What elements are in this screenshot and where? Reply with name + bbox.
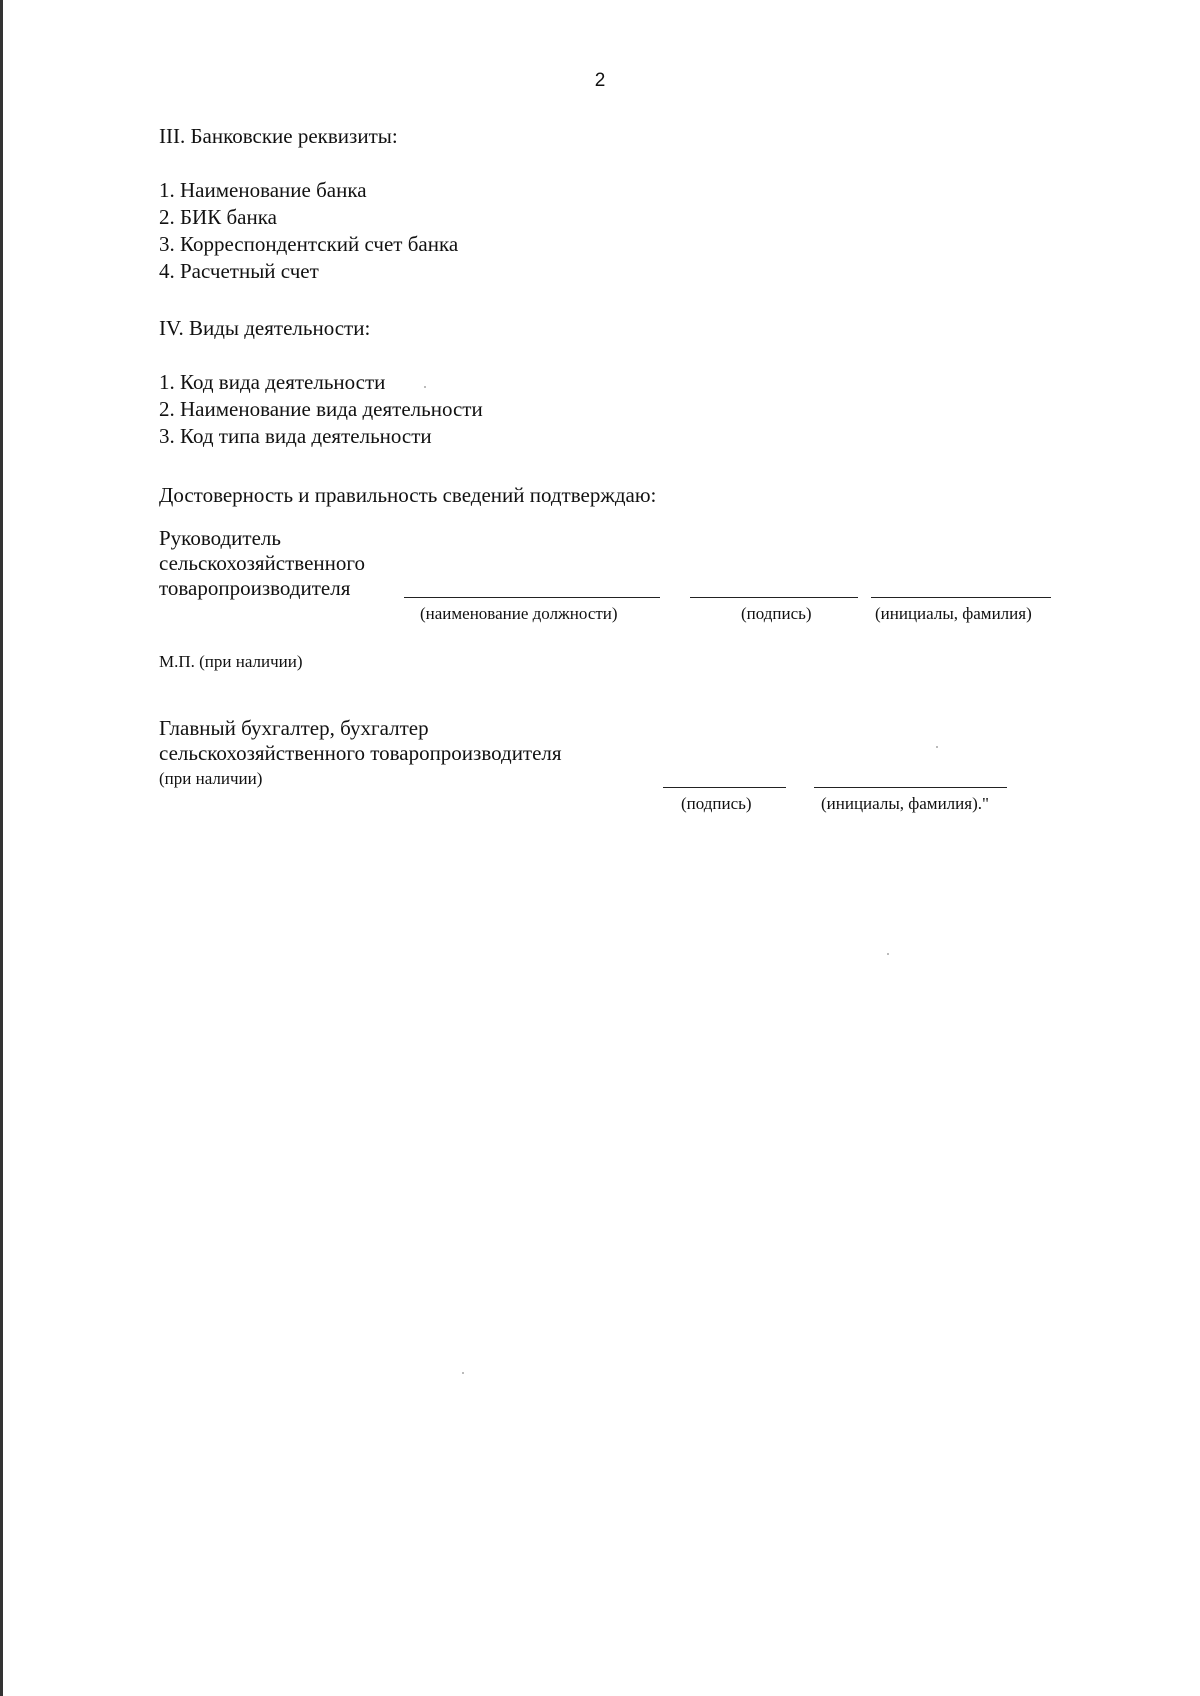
- section3-item-4: 4. Расчетный счет: [159, 259, 319, 283]
- section4-heading: IV. Виды деятельности:: [159, 316, 371, 340]
- section3-item-3: 3. Корреспондентский счет банка: [159, 232, 459, 256]
- name-line: [871, 597, 1051, 598]
- position-line: [404, 597, 660, 598]
- accountant-title-line-2: сельскохозяйственного товаропроизводителя: [159, 741, 562, 765]
- position-caption: (наименование должности): [420, 604, 618, 623]
- scan-speck: [462, 1372, 464, 1374]
- scan-edge: [0, 0, 3, 1696]
- scan-speck: [424, 386, 426, 388]
- accountant-signature-line: [663, 787, 786, 788]
- section4-item-3: 3. Код типа вида деятельности: [159, 424, 432, 448]
- section3-item-2: 2. БИК банка: [159, 205, 277, 229]
- page-number: 2: [594, 70, 606, 91]
- head-title-line-3: товаропроизводителя: [159, 576, 351, 600]
- accountant-name-line: [814, 787, 1007, 788]
- accountant-title-line-1: Главный бухгалтер, бухгалтер: [159, 716, 429, 740]
- signature-caption: (подпись): [741, 604, 812, 623]
- confirmation-text: Достоверность и правильность сведений подтверждаю:: [159, 483, 657, 507]
- accountant-signature-caption: (подпись): [681, 794, 752, 813]
- accountant-note: (при наличии): [159, 769, 263, 788]
- stamp-note: М.П. (при наличии): [159, 652, 303, 671]
- scan-speck: [936, 746, 938, 748]
- section3-item-1: 1. Наименование банка: [159, 178, 367, 202]
- scan-speck: [887, 953, 889, 955]
- name-caption: (инициалы, фамилия): [875, 604, 1032, 623]
- head-title-line-2: сельскохозяйственного: [159, 551, 365, 575]
- section4-item-2: 2. Наименование вида деятельности: [159, 397, 483, 421]
- head-title-line-1: Руководитель: [159, 526, 281, 550]
- section3-heading: III. Банковские реквизиты:: [159, 124, 398, 148]
- signature-line: [690, 597, 858, 598]
- accountant-name-caption: (инициалы, фамилия).": [821, 794, 989, 813]
- section4-item-1: 1. Код вида деятельности: [159, 370, 386, 394]
